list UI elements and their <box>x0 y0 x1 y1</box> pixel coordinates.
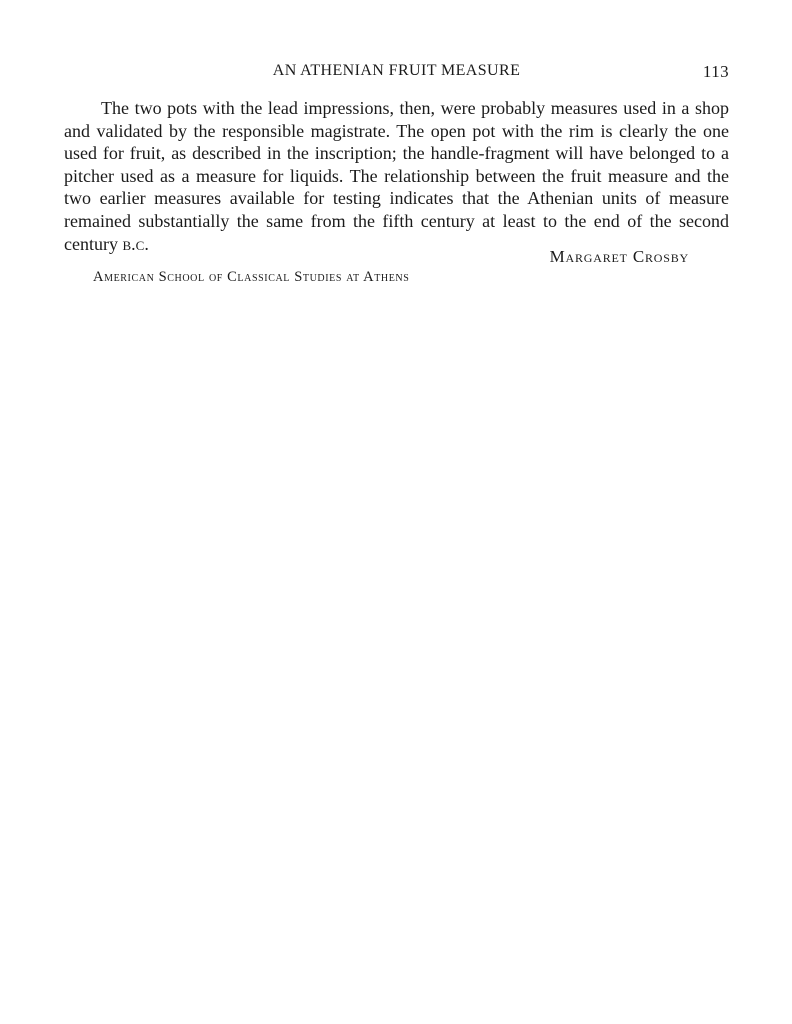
author-affiliation: American School of Classical Studies at Athens <box>93 269 410 285</box>
era-abbreviation: b.c. <box>122 233 149 254</box>
page-number: 113 <box>702 62 729 81</box>
body-paragraph <box>64 97 729 255</box>
running-head <box>64 62 729 84</box>
running-title: AN ATHENIAN FRUIT MEASURE <box>272 62 521 79</box>
paragraph-text: The two pots with the lead impressions, then, were probably measures used in a shop and validated by the responsible magistrate. The open pot with the rim is clearly the one used for fruit, as described in the inscription; the handle-fragment will have belonged to a pitcher used as a measure for liquids. The relationship between the fruit measure and the two earlier measures available for testing indicates that the Athenian units of measure remained substantially the same from the fifth century at least to the end of the second century <box>64 98 729 254</box>
author-signature: Margaret Crosby <box>549 247 689 266</box>
